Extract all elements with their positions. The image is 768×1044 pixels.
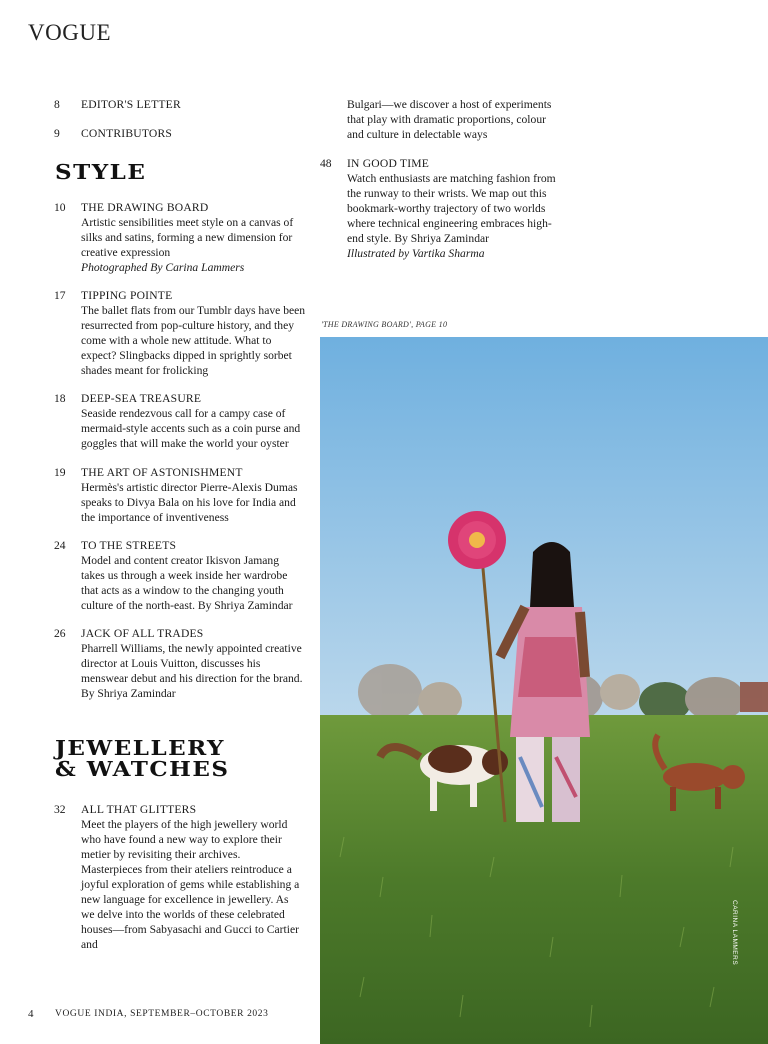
page-number: 8 (54, 98, 60, 111)
publication-line: VOGUE INDIA, SEPTEMBER–OCTOBER 2023 (55, 1009, 269, 1019)
page-number: 18 (54, 392, 66, 405)
section-heading-line: JEWELLERY (55, 736, 225, 761)
entry-description: Meet the players of the high jewellery world who have found a new way to explore their metier by revisiting their archives. Masterpieces from their ateliers reintroduce a joyful exploration of gems while establishing a new language for excellence in jewellery. As we delve into the worlds of these celebrated houses—from Sabyasachi and Gucci to Cartier and (81, 818, 300, 951)
photo-caption: 'THE DRAWING BOARD', PAGE 10 (321, 320, 448, 329)
entry-description: Pharrell Williams, the newly appointed creative director at Louis Vuitton, discusses his menswear debut and his direction for the brand. By Shriya Zamindar (81, 642, 303, 700)
toc-entry[interactable] (54, 97, 341, 112)
entry-title: DEEP-SEA TREASURE (81, 392, 202, 405)
entry-title: TIPPING POINTE (81, 289, 173, 302)
section-heading-jewellery (55, 736, 230, 782)
page-folio: 4 (28, 1008, 34, 1020)
toc-entry[interactable] (54, 288, 309, 378)
toc-entry[interactable] (54, 200, 313, 275)
entry-title: THE ART OF ASTONISHMENT (81, 466, 243, 479)
dahlia-flower (448, 511, 506, 569)
page-number: 9 (54, 127, 60, 140)
entry-credit: Photographed By Carina Lammers (81, 261, 245, 274)
entry-title: JACK OF ALL TRADES (81, 627, 204, 640)
entry-description: Bulgari—we discover a host of experiments that play with dramatic proportions, colour and culture in delectable ways (347, 98, 552, 141)
entry-title: EDITOR'S LETTER (81, 98, 181, 111)
entry-description: Seaside rendezvous call for a campy case of mermaid-style accents such as a coin purse and goggles that will make the world your oyster (81, 407, 301, 450)
section-heading-line: & WATCHES (55, 756, 230, 782)
feature-photo (320, 337, 768, 1044)
toc-entry[interactable] (320, 156, 562, 261)
entry-title: THE DRAWING BOARD (81, 201, 209, 214)
entry-credit: Illustrated by Vartika Sharma (347, 247, 485, 260)
entry-description: The ballet flats from our Tumblr days have been resurrected from pop-culture history, and they come with a whole new attitude. What to expect? Slingbacks dipped in sprightly sorbet shades meant for frolicking (81, 304, 306, 377)
entry-description: Watch enthusiasts are matching fashion from the runway to their wrists. We map out this bookmark-worthy trajectory of two worlds where technical engineering embraces high-end style. By Shriya Zamindar (347, 172, 556, 245)
page-number: 48 (320, 157, 332, 170)
masthead-logo: VOGUE (28, 20, 111, 45)
toc-entry[interactable] (54, 538, 303, 613)
entry-title: IN GOOD TIME (347, 157, 430, 170)
entry-description: Artistic sensibilities meet style on a canvas of silks and satins, forming a new dimension for creative expression (81, 216, 294, 259)
toc-entry[interactable] (54, 126, 341, 141)
entry-description: Hermès's artistic director Pierre-Alexis Dumas speaks to Divya Bala on his love for India and the importance of inventiveness (81, 481, 298, 524)
toc-entry[interactable] (54, 391, 306, 451)
page-number: 10 (54, 201, 66, 214)
section-heading-style: STYLE (55, 160, 147, 185)
page-number: 32 (54, 803, 66, 816)
page-number: 17 (54, 289, 66, 302)
toc-entry[interactable] (54, 465, 306, 525)
page-number: 19 (54, 466, 66, 479)
photo-illustration (320, 337, 768, 1044)
page-number: 26 (54, 627, 66, 640)
entry-title: TO THE STREETS (81, 539, 177, 552)
photo-credit: CARINA LAMMERS (731, 900, 738, 966)
toc-entry[interactable] (54, 626, 307, 701)
page-number: 24 (54, 539, 66, 552)
entry-title: CONTRIBUTORS (81, 127, 173, 140)
entry-title: ALL THAT GLITTERS (81, 803, 197, 816)
toc-entry-continuation (347, 97, 557, 142)
entry-description: Model and content creator Ikisvon Jamang takes us through a week inside her wardrobe that acts as a window to the changing youth culture of the north-east. By Shriya Zamindar (81, 554, 293, 612)
toc-entry[interactable] (54, 802, 303, 952)
